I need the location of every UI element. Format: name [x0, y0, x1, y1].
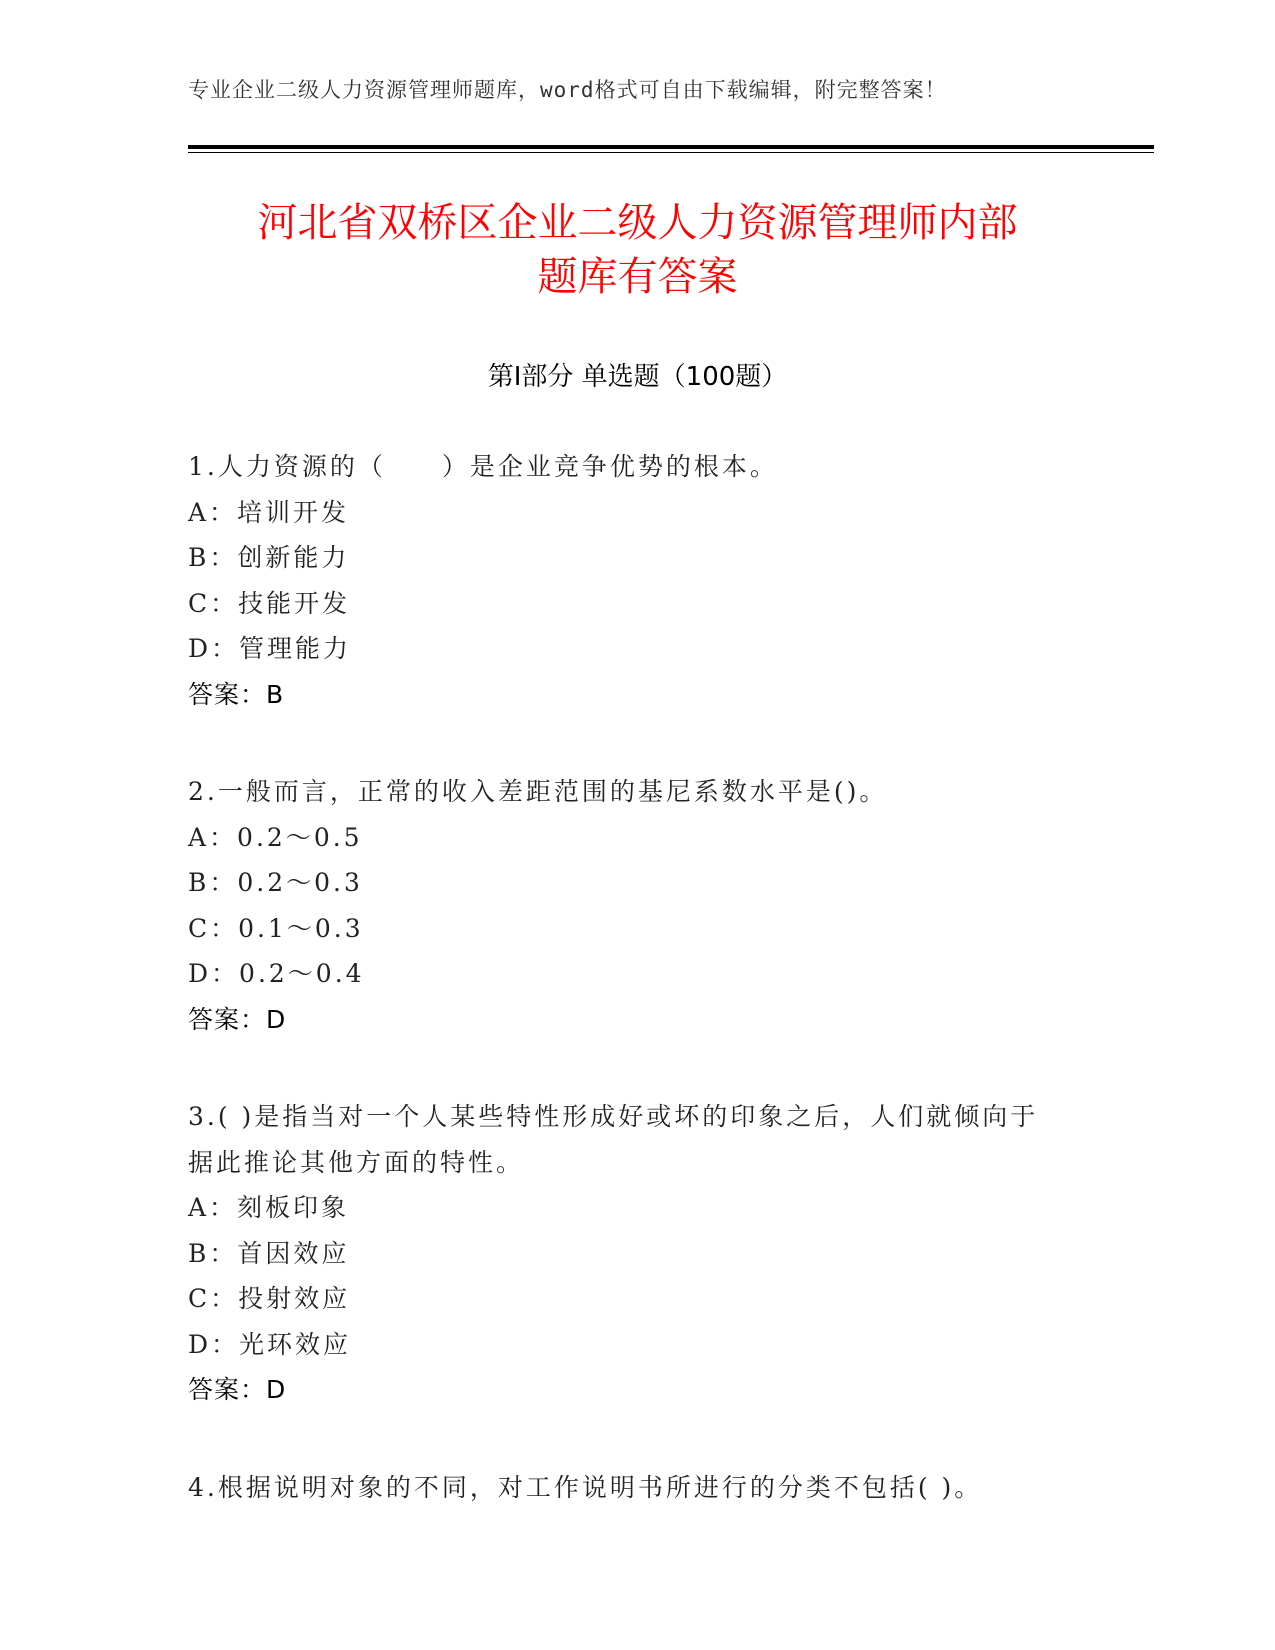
- option-a: A：0.2～0.5: [188, 822, 363, 852]
- question-stem: 2.一般而言，正常的收入差距范围的基尼系数水平是()。: [188, 777, 888, 806]
- question-stem: 4.根据说明对象的不同，对工作说明书所进行的分类不包括( )。: [188, 1472, 983, 1502]
- answer: 答案：B: [188, 679, 285, 709]
- option-b: B：创新能力: [188, 543, 350, 572]
- question-1: [188, 444, 1088, 717]
- document-title-line1: 河北省双桥区企业二级人力资源管理师内部: [257, 200, 1018, 246]
- option-d: D：0.2～0.4: [188, 959, 365, 988]
- answer: 答案：D: [188, 1004, 287, 1034]
- question-2: [188, 769, 1088, 1042]
- option-c: C：投射效应: [188, 1284, 351, 1313]
- header-rule-thin: [188, 152, 1154, 153]
- question-list: [188, 444, 1088, 1562]
- option-b: B：首因效应: [188, 1238, 350, 1268]
- question-stem-line1: 3.( )是指当对一个人某些特性形成好或坏的印象之后，人们就倾向于: [188, 1102, 1039, 1131]
- option-d: D：管理能力: [188, 634, 352, 663]
- section-heading: 第Ⅰ部分 单选题（100题）: [487, 362, 788, 392]
- header-rule-thick: [188, 145, 1154, 149]
- question-stem: 1.人力资源的（ ）是企业竞争优势的根本。: [188, 452, 778, 481]
- option-a: A：刻板印象: [188, 1193, 350, 1222]
- option-d: D：光环效应: [188, 1329, 352, 1359]
- option-c: C：技能开发: [188, 588, 351, 618]
- question-3: [188, 1094, 1088, 1413]
- answer: 答案：D: [188, 1375, 287, 1404]
- page-header: 专业企业二级人力资源管理师题库，word格式可自由下载编辑，附完整答案！: [188, 78, 947, 102]
- option-b: B：0.2～0.3: [188, 868, 363, 897]
- option-c: C：0.1～0.3: [188, 913, 364, 943]
- option-a: A：培训开发: [188, 497, 350, 527]
- document-title: [150, 196, 1125, 304]
- question-4: [188, 1465, 1088, 1511]
- question-stem-line2: 据此推论其他方面的特性。: [188, 1147, 525, 1177]
- document-title-line2: 题库有答案: [537, 254, 738, 300]
